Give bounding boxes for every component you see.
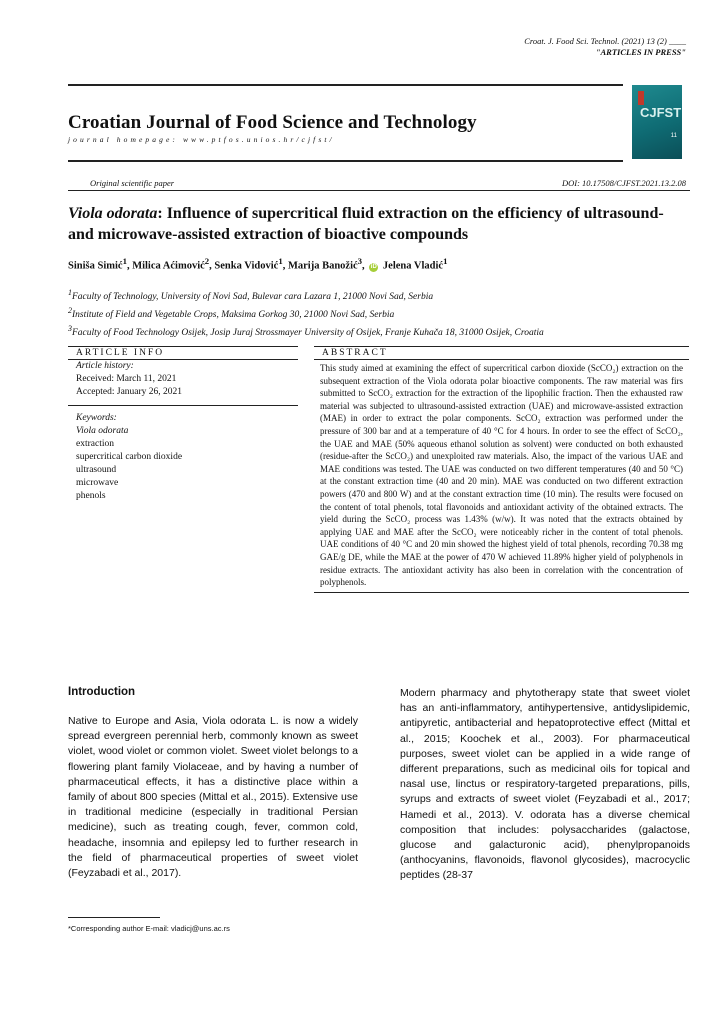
footnote-rule: [68, 917, 160, 918]
abstract-panel: [314, 346, 689, 593]
keyword: Viola odorata: [76, 426, 129, 436]
author: Siniša Simić: [68, 260, 123, 272]
cover-number: 11: [670, 133, 677, 139]
journal-cover-image: [632, 85, 682, 159]
introduction-heading: Introduction: [68, 686, 136, 698]
keyword: microwave: [76, 478, 119, 488]
keywords-label: Keywords:: [76, 413, 117, 423]
keyword: extraction: [76, 439, 114, 449]
journal-homepage[interactable]: journal homepage: www.ptfos.unios.hr/cjfst/: [68, 135, 335, 144]
article-info-panel: [68, 346, 298, 503]
abstract-heading: ABSTRACT: [314, 346, 689, 360]
keyword: phenols: [76, 491, 106, 501]
affiliation: $^2$Institute of Field and Vegetable Crops, Maksima Gorkog 30, 21000 Novi Sad, Serbia: [68, 306, 395, 321]
header-rule: [68, 160, 623, 162]
accepted-date: Accepted: January 26, 2021: [76, 387, 183, 397]
abstract-bottom-rule: [314, 592, 689, 593]
type-rule: [68, 190, 690, 191]
author-list: Siniša Simić$^1$, Milica Aćimović$^2$, Senka Vidović$^1$, Marija Banožić$^3$, iD Jelena Vladić$^1$: [68, 256, 448, 272]
orcid-icon[interactable]: iD: [370, 263, 377, 270]
author: Milica Aćimović: [132, 260, 205, 272]
doi[interactable]: DOI: 10.17508/CJFST.2021.13.2.08: [561, 178, 686, 188]
title-rest: : Influence of supercritical fluid extraction on the efficiency of ultrasound- and microwave-assisted extraction of bioactive compounds: [68, 205, 664, 243]
intro-column-left: Native to Europe and Asia, Viola odorata L. is now a widely spread evergreen perennial herb, commonly known as sweet violet, wood violet or common violet. Sweet violet belongs to a flowering plant family Violaceae, and by having a number of pharmaceutical effects, it has a distinctive place within a family of about 800 species (Mittal et al., 2015). Extensive use in traditional medicine (especially in traditional Persian medicine), such as treating cough, fever, common cold, headache, insomnia and epilepsy led to further research in the field of pharmaceutical properties of sweet violet (Feyzabadi et al., 2017).: [68, 715, 358, 880]
article-info-heading: ARTICLE INFO: [68, 346, 298, 360]
paper-type: Original scientific paper: [90, 178, 175, 188]
journal-title: Croatian Journal of Food Science and Technology: [68, 112, 477, 133]
info-divider: [68, 405, 298, 406]
title-species: Viola odorata: [68, 205, 158, 222]
affiliation: $^3$Faculty of Food Technology Osijek, Josip Juraj Strossmayer University of Osijek, Franje Kuhača 18, 31000 Osijek, Croatia: [68, 324, 544, 339]
intro-column-right: Modern pharmacy and phytotherapy state that sweet violet has an anti-inflammatory, antihypertensive, antidyslipidemic, antipyretic, antibacterial and hepatoprotective effect (Mittal et al., 2015; Koochek et al., 2003). For pharmaceutical purposes, sweet violet can be applied in a wide range of different preparations, such as medicinal oils for topical and nasal use, linctus or respiratory-targeted preparations, pills, syrups and extracts of sweet violet (Feyzabadi et al., 2017; Hamedi et al., 2013). V. odorata has a diverse chemical composition that includes: polysaccharides (galactose, glucose and galacturonic acid), phenylpropanoids (anthocyanins, flavonoids, flavonol glycosides), macrocyclic peptides (28-37: [400, 687, 690, 882]
keyword: ultrasound: [76, 465, 117, 475]
affiliations: [68, 286, 544, 340]
affiliation: $^1$Faculty of Technology, University of Novi Sad, Bulevar cara Lazara 1, 21000 Novi Sad, Serbia: [68, 288, 434, 303]
received-date: Received: March 11, 2021: [76, 374, 177, 384]
author: Senka Vidović: [214, 260, 279, 272]
author: Marija Banožić: [287, 260, 358, 272]
history-label: Article history:: [76, 361, 134, 371]
running-header: [524, 36, 686, 58]
article-title: [68, 203, 690, 245]
keyword: supercritical carbon dioxide: [76, 452, 183, 462]
cover-accent: [638, 91, 644, 105]
top-rule: [68, 84, 623, 86]
cover-logo: CJFST: [640, 105, 682, 120]
press-status: "ARTICLES IN PRESS": [595, 47, 686, 57]
abstract-text: This study aimed at examining the effect of supercritical carbon dioxide (ScCO₂) extraction on the subsequent extraction of the Viola odorata polar bioactive components. The raw material was firs submitted to ScCO₂ extraction for the extraction of the lipophilic fraction. Then the exhausted raw material was subjected to ultrasound-assisted extraction (UAE) and microwave-assisted extraction (MAE) in order to extract the polar components. ScCO₂ extraction was performed under the pressure of 300 bar and at a temperature of 40 °C for 4 hours. In order to see the effect of ScCO₂, the UAE and MAE (50% aqueous ethanol solution as solvent) were conducted on both exhausted (residue-after the ScCO₂) and unexploited raw materials. Also, the impact of the various UAE and MAE conditions was tested. The UAE was conducted on two different temperatures (40 and 50 °C) at the constant extraction time (40 and 20 min). MAE was conducted on two different extraction powers (470 and 800 W) and at the constant extraction time (10 min). The results were focused on the content of total phenols, total flavonoids and antioxidant activity of the obtained extracts. The yield during the ScCO₂ process was 1.43% (w/w). It was noted that the extracts obtained by applying UAE and MAE after the ScCO₂ were noticeably richer in the content of total phenols. UAE conditions of 40 °C and 20 min showed the highest yield of total phenols, recording 70.38 mg GAE/g DE, while the MAE at the power of 470 W achieved 11.89% higher yield of polyphenols in residue extracts. The antioxidant activity has also been in correlation with the concentration of polyphenols.: [320, 363, 683, 588]
author: Jelena Vladić: [382, 260, 444, 272]
citation: Croat. J. Food Sci. Technol. (2021) 13 (2) ____: [524, 36, 686, 46]
corresponding-author-footnote: *Corresponding author E-mail: vladicj@uns.ac.rs: [68, 924, 230, 933]
